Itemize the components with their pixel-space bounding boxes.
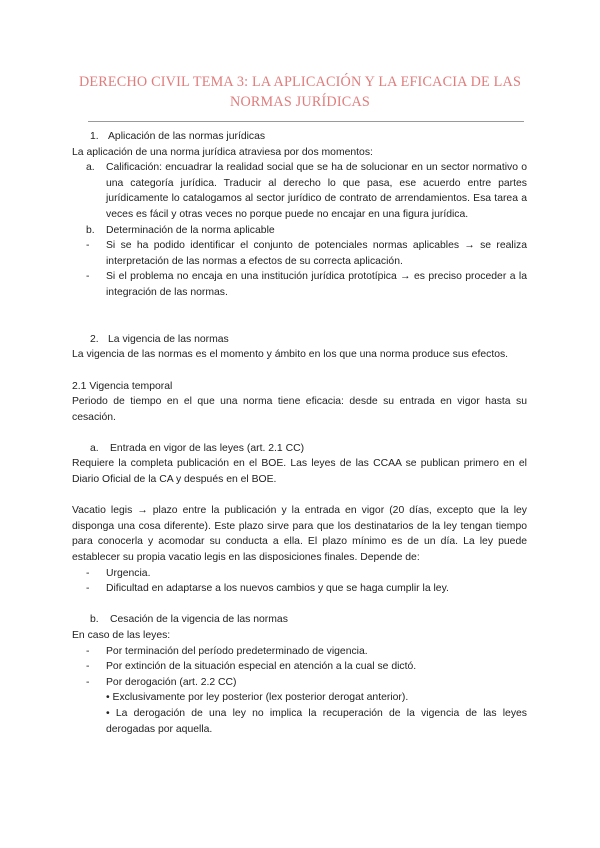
dash-item-urgencia: - Urgencia. xyxy=(86,567,151,579)
document-body xyxy=(72,129,527,737)
entrada-en-vigor-text: Requiere la completa publicación en el BOE. Las leyes de las CCAA se publican primero en el Diario Oficial de la CA y después en el BOE. xyxy=(72,458,527,486)
subheading-cesacion: b. Cesación de la vigencia de las normas xyxy=(90,614,288,626)
list-item-determinacion: b. Determinación de la norma aplicable xyxy=(86,224,275,236)
list-item-calificacion: a. Calificación: encuadrar la realidad social que se ha de solucionar en un sector normativo o una categoría jurídica. Traducir al derecho lo que pasa, ese acuerdo entre partes jurídicamente lo catalogamos al sector jurídico de contrato de arrendamientos. Esa tarea a veces es fácil y otras veces no porque puede no encajar en una figura jurídica. xyxy=(86,162,527,220)
dash-item-interpretacion: - Si se ha podido identificar el conjunto de potenciales normas aplicables → se realiza interpretación de las normas a efectos de su correcta aplicación. xyxy=(86,240,527,267)
title-divider xyxy=(88,121,524,122)
dash-item-derogacion: - Por derogación (art. 2.2 CC) xyxy=(86,676,237,688)
dash-item-extincion: - Por extinción de la situación especial en atención a la cual se dictó. xyxy=(86,661,417,673)
section-1-heading: 1. Aplicación de las normas jurídicas xyxy=(90,131,266,142)
cesacion-intro: En caso de las leyes: xyxy=(72,630,171,641)
bullet-derogacion-efecto: • La derogación de una ley no implica la recuperación de la vigencia de las leyes derogadas por aquella. xyxy=(106,707,527,735)
subsection-2-1-heading: 2.1 Vigencia temporal xyxy=(72,380,173,392)
vacatio-legis-text: Vacatio legis → plazo entre la publicación y la entrada en vigor (20 días, excepto que la ley disponga una cosa diferente). Este plazo sirve para que los destinatarios de la ley tengan tiempo para conocerla y acomodar su conducta a ella. El plazo mínimo es de un día. La ley puede establecer su propia vacatio legis en las disposiciones finales. Depende de: xyxy=(72,505,527,564)
section-1-intro: La aplicación de una norma jurídica atraviesa por dos momentos: xyxy=(72,146,373,158)
bullet-lex-posterior: • Exclusivamente por ley posterior (lex posterior derogat anterior). xyxy=(106,692,409,704)
dash-item-dificultad: - Dificultad en adaptarse a los nuevos cambios y que se haga cumplir la ley. xyxy=(86,583,449,595)
subheading-entrada-en-vigor: a. Entrada en vigor de las leyes (art. 2.1 CC) xyxy=(90,442,305,454)
dash-item-terminacion: - Por terminación del período predeterminado de vigencia. xyxy=(86,645,368,657)
dash-item-integracion: - Si el problema no encaja en una institución jurídica prototípica → es preciso proceder a la integración de las normas. xyxy=(86,271,527,298)
subsection-2-1-text: Periodo de tiempo en el que una norma tiene eficacia: desde su entrada en vigor hasta su cesación. xyxy=(72,396,527,423)
section-2-heading: 2. La vigencia de las normas xyxy=(90,333,229,345)
section-2-intro: La vigencia de las normas es el momento y ámbito en los que una norma produce sus efectos. xyxy=(72,349,509,361)
document-title: DERECHO CIVIL TEMA 3: LA APLICACIÓN Y LA EFICACIA DE LAS NORMAS JURÍDICAS xyxy=(78,74,522,110)
